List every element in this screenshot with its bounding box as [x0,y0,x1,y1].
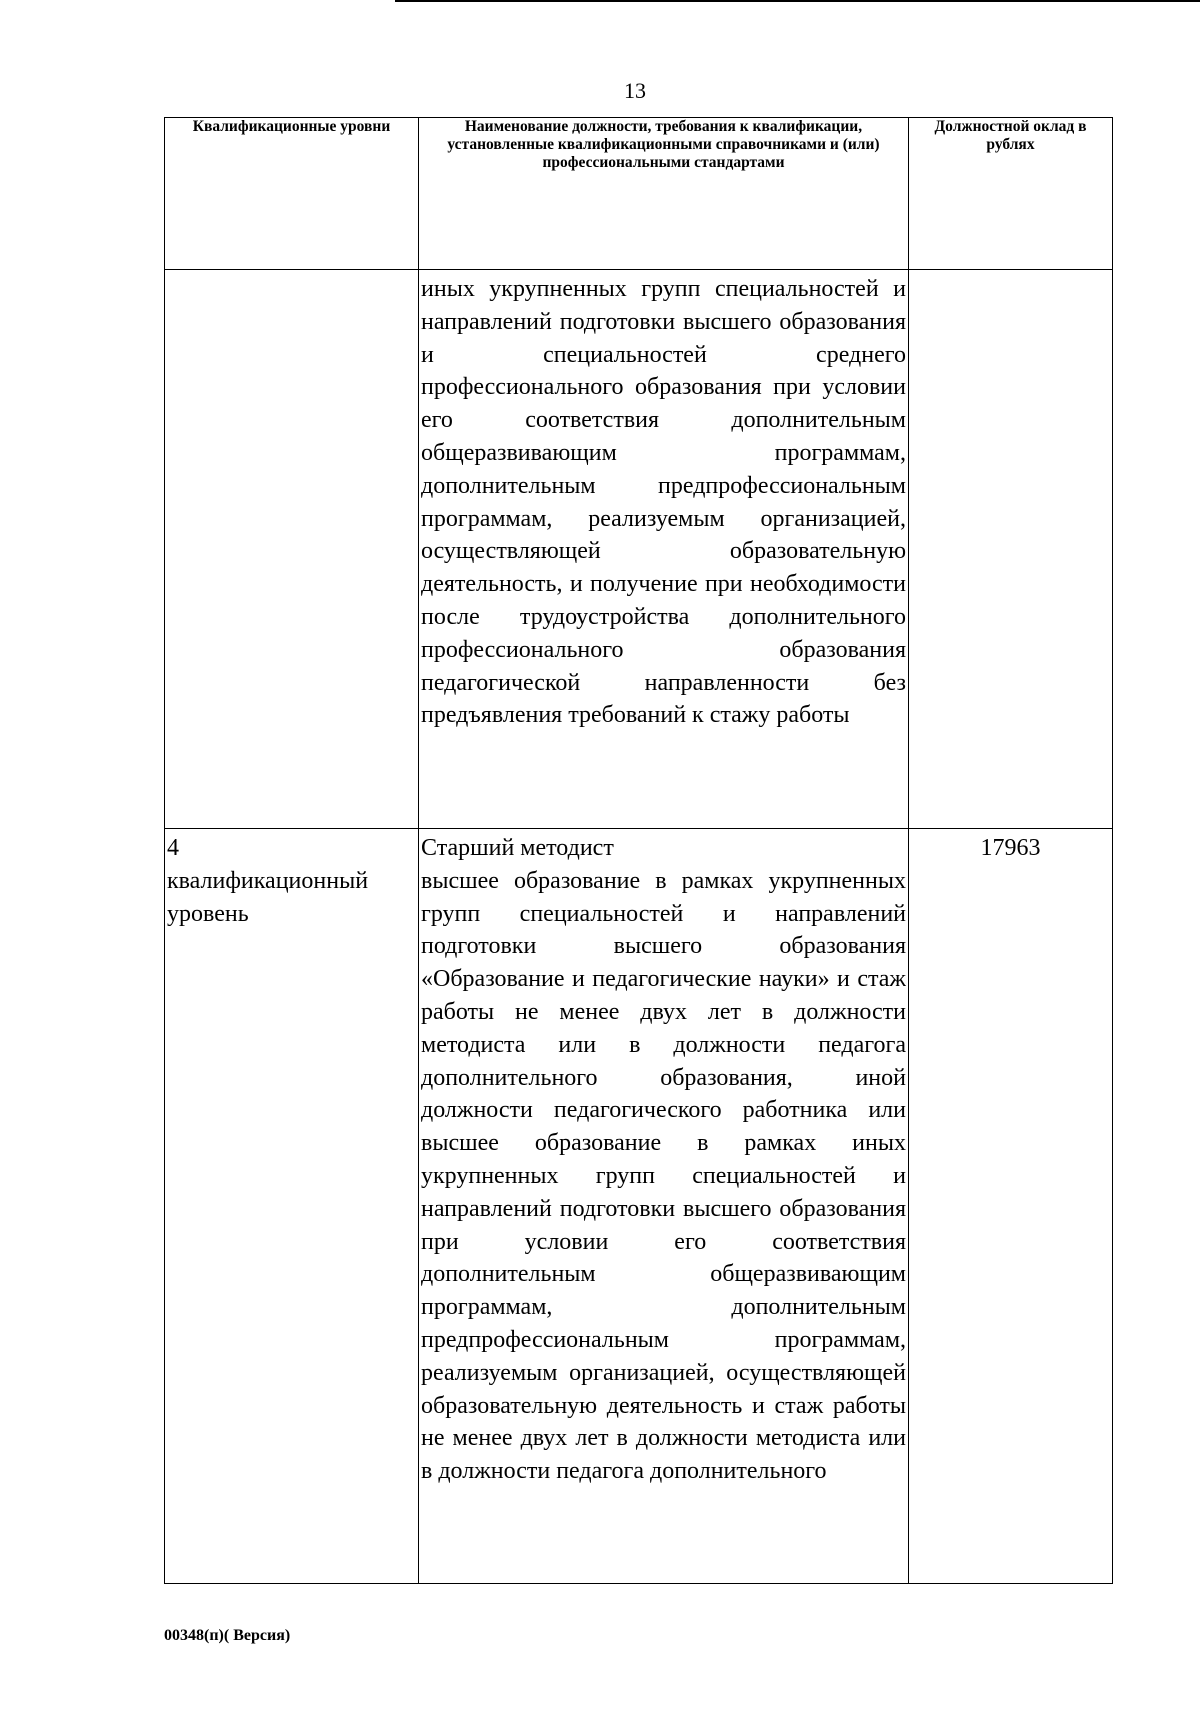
position-requirements-text: иных укрупненных групп специальностей и направлений подготовки высшего образования и специальностей среднего профессионального образования при условии его соответствия дополнительным общеразвивающим программам, дополнительным предпрофессиональным программам, реализуемым организацией, осуществляющей образовательную деятельность, и получение при необходимости после трудоустройства дополнительного профессионального образования педагогической направленности без предъявления требований к стажу работы [421,276,906,729]
top-edge-rule [395,0,1200,2]
position-cell-continued [419,270,909,829]
level-cell-4 [165,829,419,1584]
header-salary: Должностной оклад в рублях [909,118,1113,270]
table-row [165,270,1113,829]
header-position-requirements: Наименование должности, требования к квалификации, установленные квалификационными справочниками и (или) профессиональными стандартами [419,118,909,270]
salary-cell-4 [909,829,1113,1584]
header-qualification-levels: Квалификационные уровни [165,118,419,270]
document-code: 00348(п)( Версия) [164,1627,291,1644]
salary-cell-continued [909,270,1113,829]
level-text [165,270,418,273]
page-number: 13 [624,78,646,103]
level-text: 4 квалификационный уровень [167,835,369,927]
position-cell-senior-methodist [419,829,909,1584]
salary-value [909,270,1112,273]
salary-value: 17963 [980,835,1041,861]
table-header-row [165,118,1113,270]
position-requirements-text: Старший методист высшее образование в рамках укрупненных групп специальностей и направлений подготовки высшего образования «Образование и педагогические науки» и стаж работы не менее двух лет в должности методиста или в должности педагога дополнительного образования, иной должности педагогического работника или высшее образование в рамках иных укрупненных групп специальностей и направлений подготовки высшего образования при условии его соответствия дополнительным общеразвивающим программам, дополнительным предпрофессиональным программам, реализуемым организацией, осуществляющей образовательную деятельность и стаж работы не менее двух лет в должности методиста или в должности педагога дополнительного [421,835,906,1485]
level-cell-continued [165,270,419,829]
qualification-table [164,117,1113,1584]
table-row [165,829,1113,1584]
